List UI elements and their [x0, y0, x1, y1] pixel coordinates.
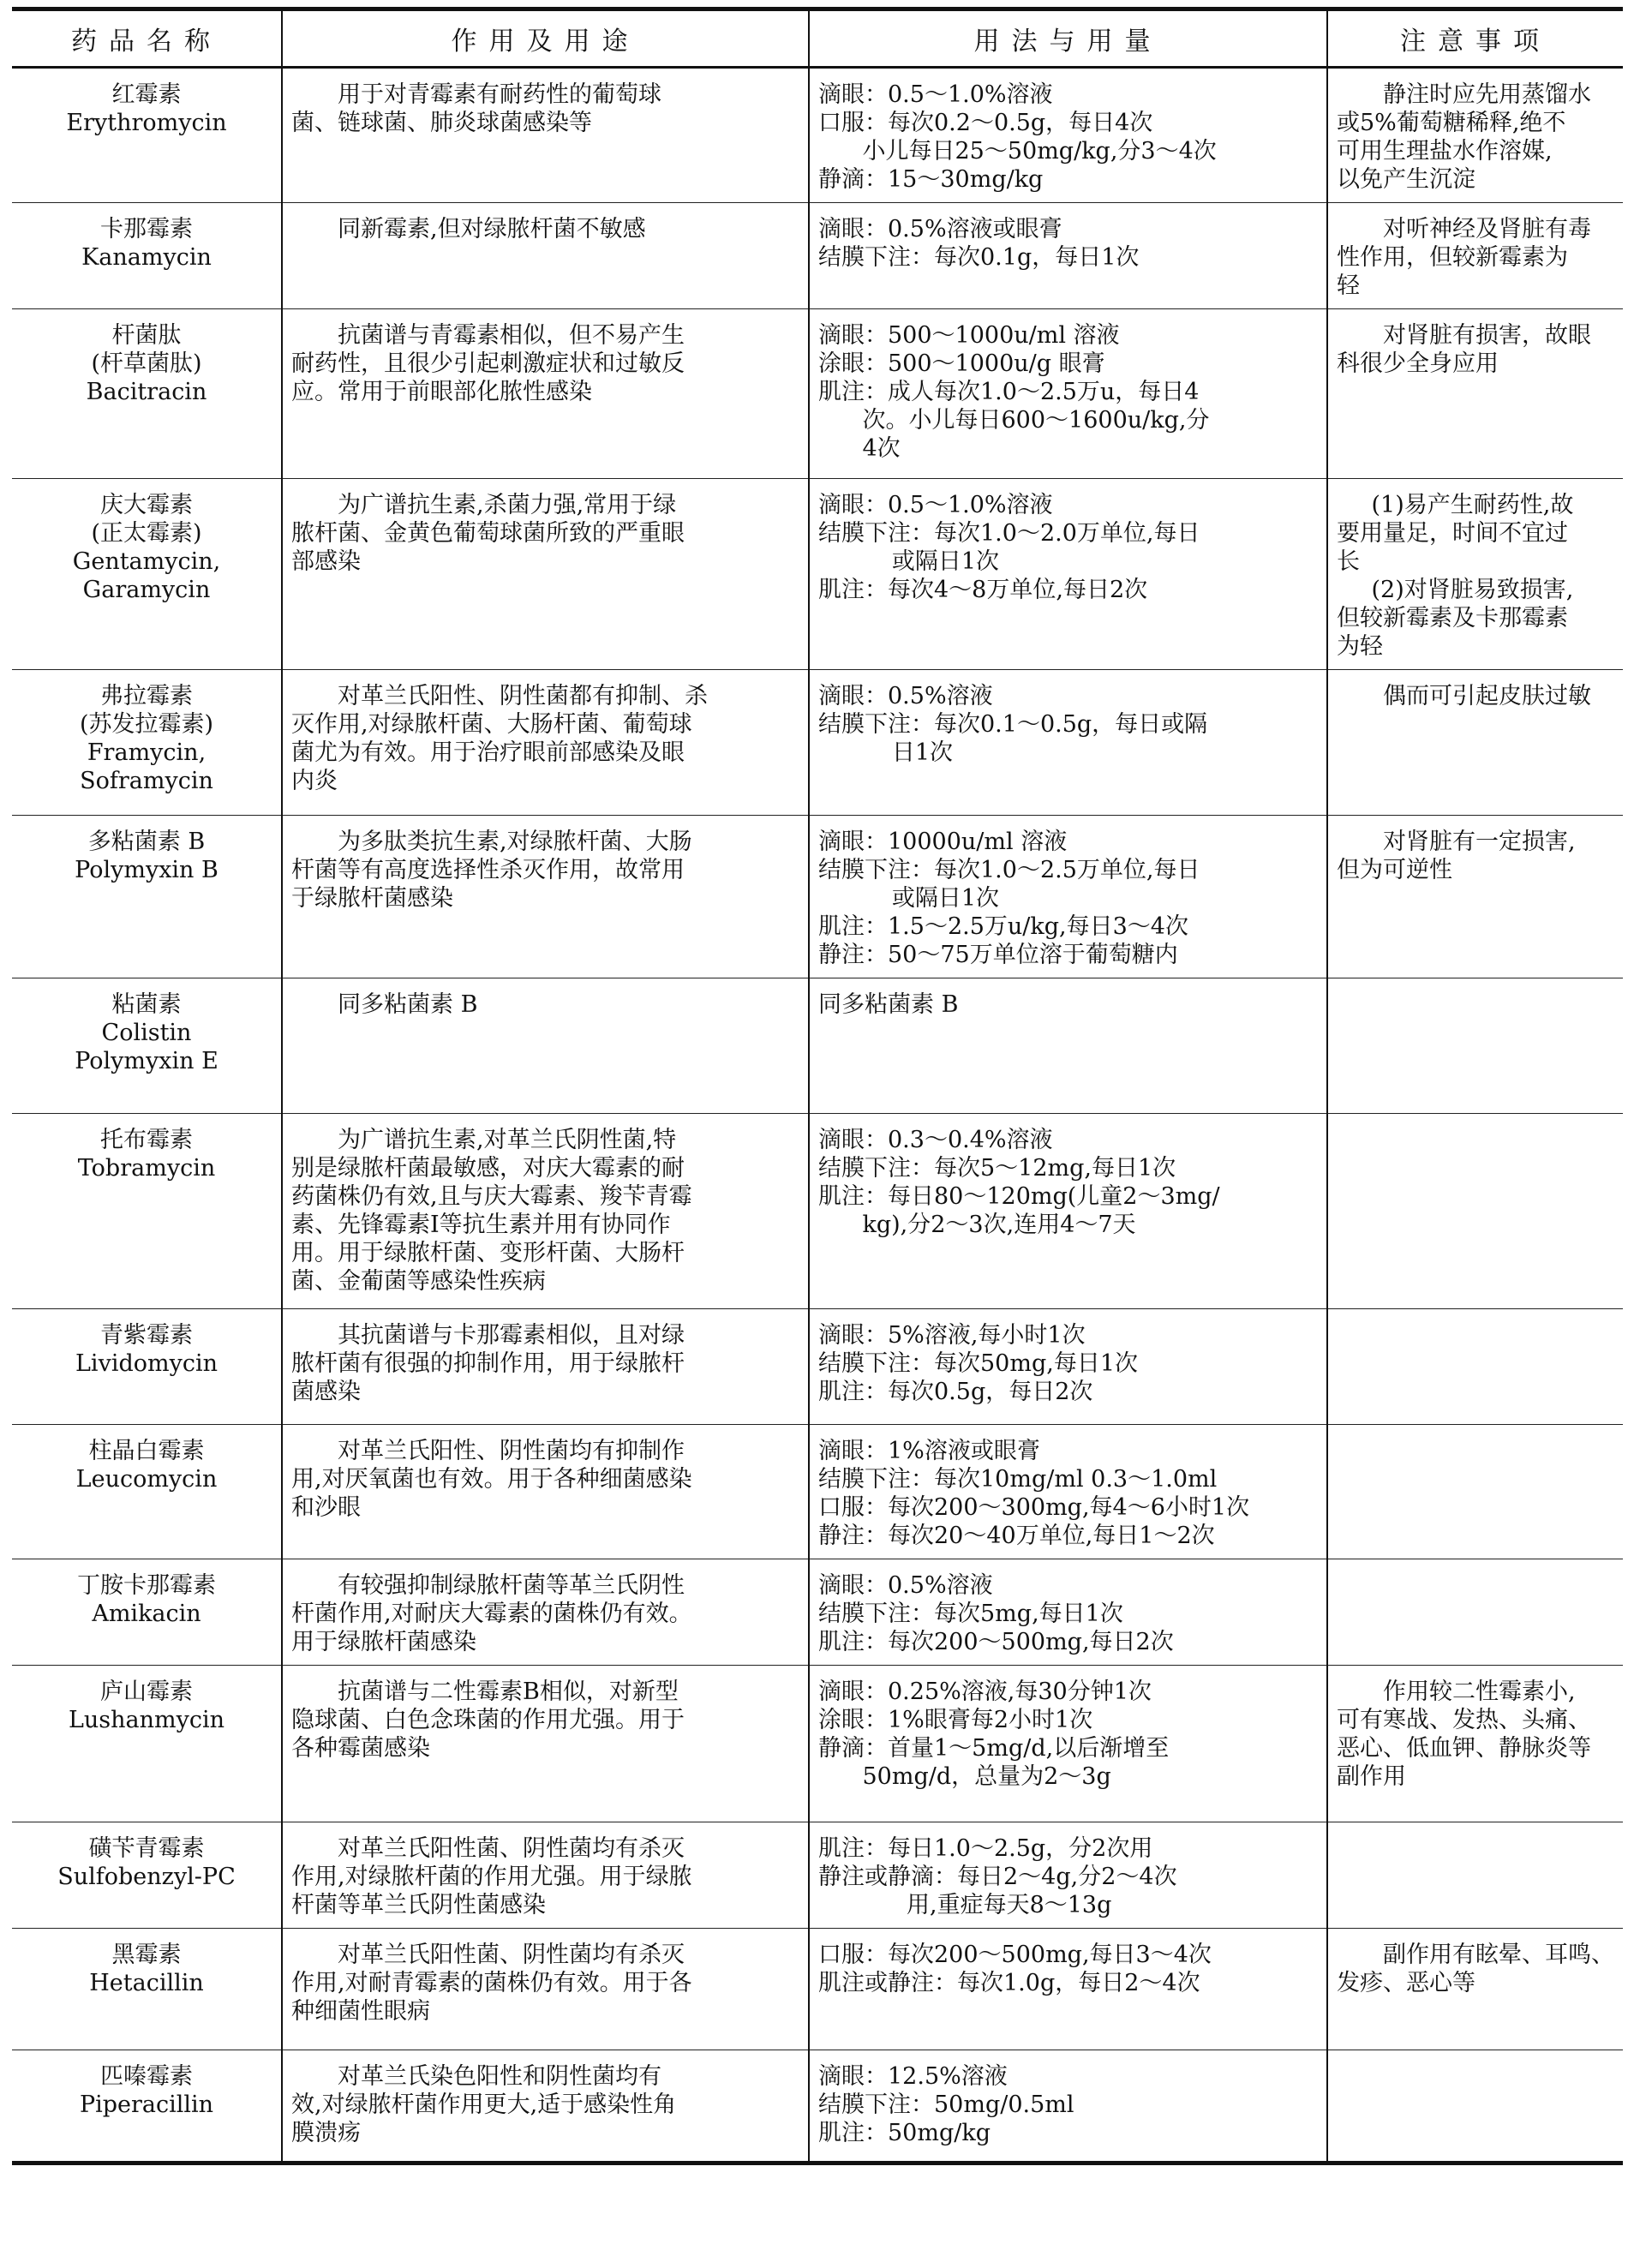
table-row [12, 203, 1623, 309]
use-line: 抗菌谱与青霉素相似，但不易产生 [338, 322, 685, 349]
dosage-line: 滴眼：0.5～1.0%溶液 [818, 81, 1053, 108]
dosage-line: 肌注：每日80～120mg(儿童2～3mg/ [818, 1183, 1220, 1210]
drug-name-line: Hetacillin [89, 1970, 204, 1996]
precautions-cell [1327, 309, 1623, 479]
dosage-line: 肌注：每日1.0～2.5g，分2次用 [818, 1835, 1153, 1862]
use-line: 作用,对耐青霉素的菌株仍有效。用于各 [291, 1970, 692, 1996]
dosage-line: 涂眼：500～1000u/g 眼膏 [818, 350, 1105, 377]
drug-name-line: 柱晶白霉素 [88, 1438, 205, 1464]
use-line: 膜溃疡 [291, 2120, 361, 2146]
table-row [12, 1822, 1623, 1929]
use-line: 隐球菌、白色念珠菌的作用尤强。用于 [291, 1707, 685, 1733]
dosage-line: 滴眼：1%溶液或眼膏 [818, 1438, 1040, 1464]
drug-name-line: Polymyxin E [75, 1048, 218, 1074]
dosage-line: 次。小儿每日600～1600u/kg,分 [818, 407, 1210, 434]
note-line: (1)易产生耐药性,故 [1371, 492, 1574, 518]
dosage-line: 结膜下注：每次5～12mg,每日1次 [818, 1155, 1176, 1182]
dosage-cell [809, 309, 1327, 479]
dosage-line: 滴眼：500～1000u/ml 溶液 [818, 322, 1120, 349]
drug-name-line: 托布霉素 [100, 1127, 193, 1153]
use-line: 用于对青霉素有耐药性的葡萄球 [338, 81, 661, 108]
table-row [12, 1309, 1623, 1425]
note-line: 为轻 [1337, 633, 1383, 660]
drug-name-cell [12, 670, 282, 816]
precautions-cell [1327, 203, 1623, 309]
header-drug-name: 药品名称 [12, 9, 282, 68]
dosage-line: 同多粘菌素 B [818, 991, 959, 1018]
dosage-cell [809, 1114, 1327, 1309]
dosage-cell [809, 68, 1327, 203]
use-line: 同多粘菌素 B [338, 991, 478, 1018]
drug-name-line: Sulfobenzyl-PC [57, 1864, 236, 1890]
drug-name-line: 庐山霉素 [100, 1679, 193, 1705]
note-line: 静注时应先用蒸馏水 [1383, 81, 1591, 108]
dosage-line: 4次 [818, 435, 901, 462]
drug-name-cell [12, 309, 282, 479]
table-row [12, 68, 1623, 203]
dosage-line: 静滴：15～30mg/kg [818, 166, 1044, 193]
use-line: 抗菌谱与二性霉素B相似，对新型 [338, 1679, 679, 1705]
drug-name-line: Gentamycin, [72, 548, 221, 575]
use-line: 灭作用,对绿脓杆菌、大肠杆菌、葡萄球 [291, 711, 692, 738]
table-row [12, 1929, 1623, 2050]
precautions-cell [1327, 479, 1623, 670]
dosage-cell [809, 479, 1327, 670]
use-line: 别是绿脓杆菌最敏感，对庆大霉素的耐 [291, 1155, 685, 1182]
drug-name-line: 青紫霉素 [100, 1322, 193, 1349]
use-line: 用。用于绿脓杆菌、变形杆菌、大肠杆 [291, 1240, 685, 1266]
drug-name-line: Erythromycin [66, 110, 227, 136]
note-line: 对听神经及肾脏有毒 [1383, 216, 1591, 242]
drug-name-line: (杆草菌肽) [91, 350, 202, 377]
drug-name-line: Leucomycin [75, 1466, 218, 1493]
dosage-line: 滴眼：0.5%溶液或眼膏 [818, 216, 1062, 242]
dosage-line: 结膜下注：每次0.1g，每日1次 [818, 244, 1140, 271]
table-row [12, 1114, 1623, 1309]
note-line: 以免产生沉淀 [1337, 166, 1475, 193]
dosage-cell [809, 670, 1327, 816]
drug-name-cell [12, 1929, 282, 2050]
use-line: 部感染 [291, 548, 361, 575]
drug-name-cell [12, 1666, 282, 1822]
precautions-cell [1327, 1559, 1623, 1666]
action-use-cell [282, 1929, 809, 2050]
drug-name-line: Piperacillin [79, 2091, 214, 2118]
action-use-cell [282, 309, 809, 479]
action-use-cell [282, 816, 809, 978]
dosage-line: 结膜下注：每次5mg,每日1次 [818, 1601, 1123, 1627]
use-line: 同新霉素,但对绿脓杆菌不敏感 [338, 216, 646, 242]
drug-name-line: (苏发拉霉素) [79, 711, 214, 738]
use-line: 菌、金葡菌等感染性疾病 [291, 1268, 546, 1295]
precautions-cell [1327, 1309, 1623, 1425]
use-line: 杆菌等革兰氏阴性菌感染 [291, 1892, 546, 1918]
note-line: 恶心、低血钾、静脉炎等 [1337, 1735, 1591, 1762]
note-line: 发疹、恶心等 [1337, 1970, 1475, 1996]
note-line: 可有寒战、发热、头痛、 [1337, 1707, 1591, 1733]
use-line: 菌感染 [291, 1379, 361, 1405]
drug-name-cell [12, 1559, 282, 1666]
drug-name-cell [12, 2050, 282, 2163]
table-body [12, 68, 1623, 2163]
dosage-line: 肌注：50mg/kg [818, 2120, 991, 2146]
dosage-line: 口服：每次200～500mg,每日3～4次 [818, 1942, 1212, 1968]
dosage-line: 小儿每日25～50mg/kg,分3～4次 [818, 138, 1217, 165]
dosage-line: 肌注：每次0.5g，每日2次 [818, 1379, 1093, 1405]
dosage-line: 结膜下注：每次50mg,每日1次 [818, 1350, 1139, 1377]
note-line: 但为可逆性 [1337, 857, 1452, 883]
action-use-cell [282, 479, 809, 670]
dosage-line: 50mg/d，总量为2～3g [818, 1763, 1111, 1790]
use-line: 有较强抑制绿脓杆菌等革兰氏阴性 [338, 1572, 685, 1599]
drug-name-line: Lividomycin [75, 1350, 218, 1377]
use-line: 各种霉菌感染 [291, 1735, 430, 1762]
header-row [12, 9, 1623, 68]
action-use-cell [282, 978, 809, 1114]
note-line: 作用较二性霉素小, [1383, 1679, 1576, 1705]
action-use-cell [282, 1309, 809, 1425]
table-row [12, 978, 1623, 1114]
use-line: 对革兰氏染色阳性和阴性菌均有 [338, 2063, 661, 2090]
drug-name-line: 庆大霉素 [100, 492, 193, 518]
use-line: 为多肽类抗生素,对绿脓杆菌、大肠 [338, 829, 692, 855]
drug-name-line: 丁胺卡那霉素 [77, 1572, 216, 1599]
dosage-cell [809, 2050, 1327, 2163]
dosage-cell [809, 1822, 1327, 1929]
dosage-cell [809, 1666, 1327, 1822]
use-line: 为广谱抗生素,杀菌力强,常用于绿 [338, 492, 677, 518]
dosage-cell [809, 1559, 1327, 1666]
precautions-cell [1327, 1929, 1623, 2050]
precautions-cell [1327, 978, 1623, 1114]
dosage-cell [809, 1929, 1327, 2050]
use-line: 和沙眼 [291, 1494, 361, 1521]
use-line: 对革兰氏阳性、阴性菌均有抑制作 [338, 1438, 685, 1464]
precautions-cell [1327, 2050, 1623, 2163]
table-row [12, 1425, 1623, 1559]
table-row [12, 816, 1623, 978]
dosage-line: 滴眼：12.5%溶液 [818, 2063, 1008, 2090]
note-line: 偶而可引起皮肤过敏 [1383, 683, 1591, 709]
use-line: 用,对厌氧菌也有效。用于各种细菌感染 [291, 1466, 692, 1493]
dosage-line: 结膜下注：每次1.0～2.0万单位,每日 [818, 520, 1200, 547]
table-row [12, 1666, 1623, 1822]
dosage-line: 滴眼：0.3～0.4%溶液 [818, 1127, 1053, 1153]
use-line: 菌、链球菌、肺炎球菌感染等 [291, 110, 592, 136]
drug-name-line: 粘菌素 [111, 991, 182, 1018]
precautions-cell [1327, 1425, 1623, 1559]
drug-name-cell [12, 1114, 282, 1309]
note-line: (2)对肾脏易致损害, [1371, 577, 1574, 603]
dosage-line: 或隔日1次 [818, 885, 1000, 912]
dosage-line: 肌注：1.5～2.5万u/kg,每日3～4次 [818, 913, 1188, 940]
dosage-cell [809, 1309, 1327, 1425]
dosage-line: 日1次 [818, 739, 954, 766]
use-line: 脓杆菌、金黄色葡萄球菌所致的严重眼 [291, 520, 685, 547]
action-use-cell [282, 203, 809, 309]
use-line: 菌尤为有效。用于治疗眼前部感染及眼 [291, 739, 685, 766]
dosage-line: 滴眼：0.25%溶液,每30分钟1次 [818, 1679, 1152, 1705]
dosage-line: 滴眼：0.5%溶液 [818, 1572, 993, 1599]
dosage-line: 滴眼：5%溶液,每小时1次 [818, 1322, 1086, 1349]
use-line: 用于绿脓杆菌感染 [291, 1629, 476, 1655]
header-precautions: 注意事项 [1327, 9, 1623, 68]
drug-name-cell [12, 816, 282, 978]
drug-name-cell [12, 978, 282, 1114]
use-line: 种细菌性眼病 [291, 1998, 430, 2025]
use-line: 素、先锋霉素Ⅰ等抗生素并用有协同作 [291, 1212, 671, 1238]
dosage-line: 用,重症每天8～13g [818, 1892, 1112, 1918]
dosage-line: 滴眼：10000u/ml 溶液 [818, 829, 1068, 855]
drug-name-cell [12, 479, 282, 670]
use-line: 对革兰氏阳性菌、阴性菌均有杀灭 [338, 1942, 685, 1968]
note-line: 对肾脏有一定损害, [1383, 829, 1576, 855]
drug-name-line: Amikacin [92, 1601, 201, 1627]
use-line: 内炎 [291, 768, 338, 794]
precautions-cell [1327, 68, 1623, 203]
precautions-cell [1327, 1822, 1623, 1929]
use-line: 作用,对绿脓杆菌的作用尤强。用于绿脓 [291, 1864, 692, 1890]
action-use-cell [282, 1425, 809, 1559]
drug-name-line: (正太霉素) [91, 520, 202, 547]
dosage-line: 口服：每次200～300mg,每4～6小时1次 [818, 1494, 1250, 1521]
dosage-line: 结膜下注：每次10mg/ml 0.3～1.0ml [818, 1466, 1218, 1493]
drug-name-line: 弗拉霉素 [100, 683, 193, 709]
action-use-cell [282, 68, 809, 203]
drug-name-cell [12, 1425, 282, 1559]
drug-name-cell [12, 1309, 282, 1425]
use-line: 杆菌等有高度选择性杀灭作用，故常用 [291, 857, 685, 883]
use-line: 效,对绿脓杆菌作用更大,适于感染性角 [291, 2091, 677, 2118]
note-line: 副作用 [1337, 1763, 1406, 1790]
header-dosage: 用法与用量 [809, 9, 1327, 68]
drug-name-line: Polymyxin B [75, 857, 218, 883]
note-line: 长 [1337, 548, 1360, 575]
dosage-line: 肌注或静注：每次1.0g，每日2～4次 [818, 1970, 1200, 1996]
action-use-cell [282, 670, 809, 816]
dosage-cell [809, 978, 1327, 1114]
dosage-line: 肌注：每次200～500mg,每日2次 [818, 1629, 1174, 1655]
drug-name-cell [12, 203, 282, 309]
use-line: 药菌株仍有效,且与庆大霉素、羧苄青霉 [291, 1183, 692, 1210]
note-line: 性作用，但较新霉素为 [1337, 244, 1568, 271]
use-line: 对革兰氏阳性菌、阴性菌均有杀灭 [338, 1835, 685, 1862]
use-line: 耐药性，且很少引起刺激症状和过敏反 [291, 350, 685, 377]
precautions-cell [1327, 670, 1623, 816]
drug-name-line: Bacitracin [86, 379, 207, 405]
dosage-line: 静注或静滴：每日2～4g,分2～4次 [818, 1864, 1177, 1890]
dosage-cell [809, 1425, 1327, 1559]
table-row [12, 2050, 1623, 2163]
dosage-line: 结膜下注：每次0.1～0.5g，每日或隔 [818, 711, 1208, 738]
dosage-cell [809, 203, 1327, 309]
dosage-line: 或隔日1次 [818, 548, 1000, 575]
drug-name-cell [12, 1822, 282, 1929]
note-line: 对肾脏有损害，故眼 [1383, 322, 1591, 349]
action-use-cell [282, 2050, 809, 2163]
note-line: 轻 [1337, 272, 1360, 299]
drug-name-line: Soframycin [80, 768, 213, 794]
drug-name-line: Kanamycin [81, 244, 212, 271]
table-row [12, 1559, 1623, 1666]
table-row [12, 479, 1623, 670]
dosage-line: 肌注：每次4～8万单位,每日2次 [818, 577, 1148, 603]
note-line: 但较新霉素及卡那霉素 [1337, 605, 1568, 631]
note-line: 或5%葡萄糖稀释,绝不 [1337, 110, 1566, 136]
drug-name-line: 多粘菌素 B [87, 829, 206, 855]
dosage-line: 口服：每次0.2～0.5g，每日4次 [818, 110, 1153, 136]
action-use-cell [282, 1822, 809, 1929]
precautions-cell [1327, 1666, 1623, 1822]
use-line: 于绿脓杆菌感染 [291, 885, 453, 912]
drug-name-line: Tobramycin [77, 1155, 216, 1182]
dosage-line: 滴眼：0.5～1.0%溶液 [818, 492, 1053, 518]
dosage-line: 结膜下注：每次1.0～2.5万单位,每日 [818, 857, 1200, 883]
drug-name-line: 红霉素 [111, 81, 182, 108]
use-line: 应。常用于前眼部化脓性感染 [291, 379, 592, 405]
drug-name-line: 磺苄青霉素 [88, 1835, 205, 1862]
drug-name-line: Framycin, [87, 739, 206, 766]
dosage-line: 滴眼：0.5%溶液 [818, 683, 993, 709]
drug-name-line: 卡那霉素 [100, 216, 193, 242]
note-line: 科很少全身应用 [1337, 350, 1499, 377]
drug-name-line: 杆菌肽 [111, 322, 182, 349]
note-line: 可用生理盐水作溶媒, [1337, 138, 1553, 165]
table-row [12, 670, 1623, 816]
use-line: 为广谱抗生素,对革兰氏阴性菌,特 [338, 1127, 677, 1153]
drug-name-line: Garamycin [82, 577, 211, 603]
header-action-use: 作用及用途 [282, 9, 809, 68]
drug-name-line: Colistin [101, 1020, 192, 1046]
table-row [12, 309, 1623, 479]
drug-name-line: Lushanmycin [68, 1707, 225, 1733]
dosage-line: 结膜下注：50mg/0.5ml [818, 2091, 1074, 2118]
dosage-line: 静注：每次20～40万单位,每日1～2次 [818, 1523, 1215, 1549]
action-use-cell [282, 1559, 809, 1666]
action-use-cell [282, 1114, 809, 1309]
use-line: 其抗菌谱与卡那霉素相似，且对绿 [338, 1322, 685, 1349]
note-line: 副作用有眩晕、耳鸣、 [1383, 1942, 1614, 1968]
dosage-line: kg),分2～3次,连用4～7天 [818, 1212, 1136, 1238]
action-use-cell [282, 1666, 809, 1822]
use-line: 脓杆菌有很强的抑制作用，用于绿脓杆 [291, 1350, 685, 1377]
dosage-line: 涂眼：1%眼膏每2小时1次 [818, 1707, 1093, 1733]
precautions-cell [1327, 816, 1623, 978]
drug-name-line: 匹嗪霉素 [100, 2063, 193, 2090]
dosage-line: 静注：50～75万单位溶于葡萄糖内 [818, 942, 1178, 968]
use-line: 对革兰氏阳性、阴性菌都有抑制、杀 [338, 683, 708, 709]
dosage-line: 静滴：首量1～5mg/d,以后渐增至 [818, 1735, 1170, 1762]
use-line: 杆菌作用,对耐庆大霉素的菌株仍有效。 [291, 1601, 692, 1627]
drug-name-line: 黑霉素 [111, 1942, 182, 1968]
dosage-line: 肌注：成人每次1.0～2.5万u，每日4 [818, 379, 1200, 405]
drug-name-cell [12, 68, 282, 203]
precautions-cell [1327, 1114, 1623, 1309]
drug-table [12, 7, 1623, 2165]
dosage-cell [809, 816, 1327, 978]
note-line: 要用量足，时间不宜过 [1337, 520, 1568, 547]
